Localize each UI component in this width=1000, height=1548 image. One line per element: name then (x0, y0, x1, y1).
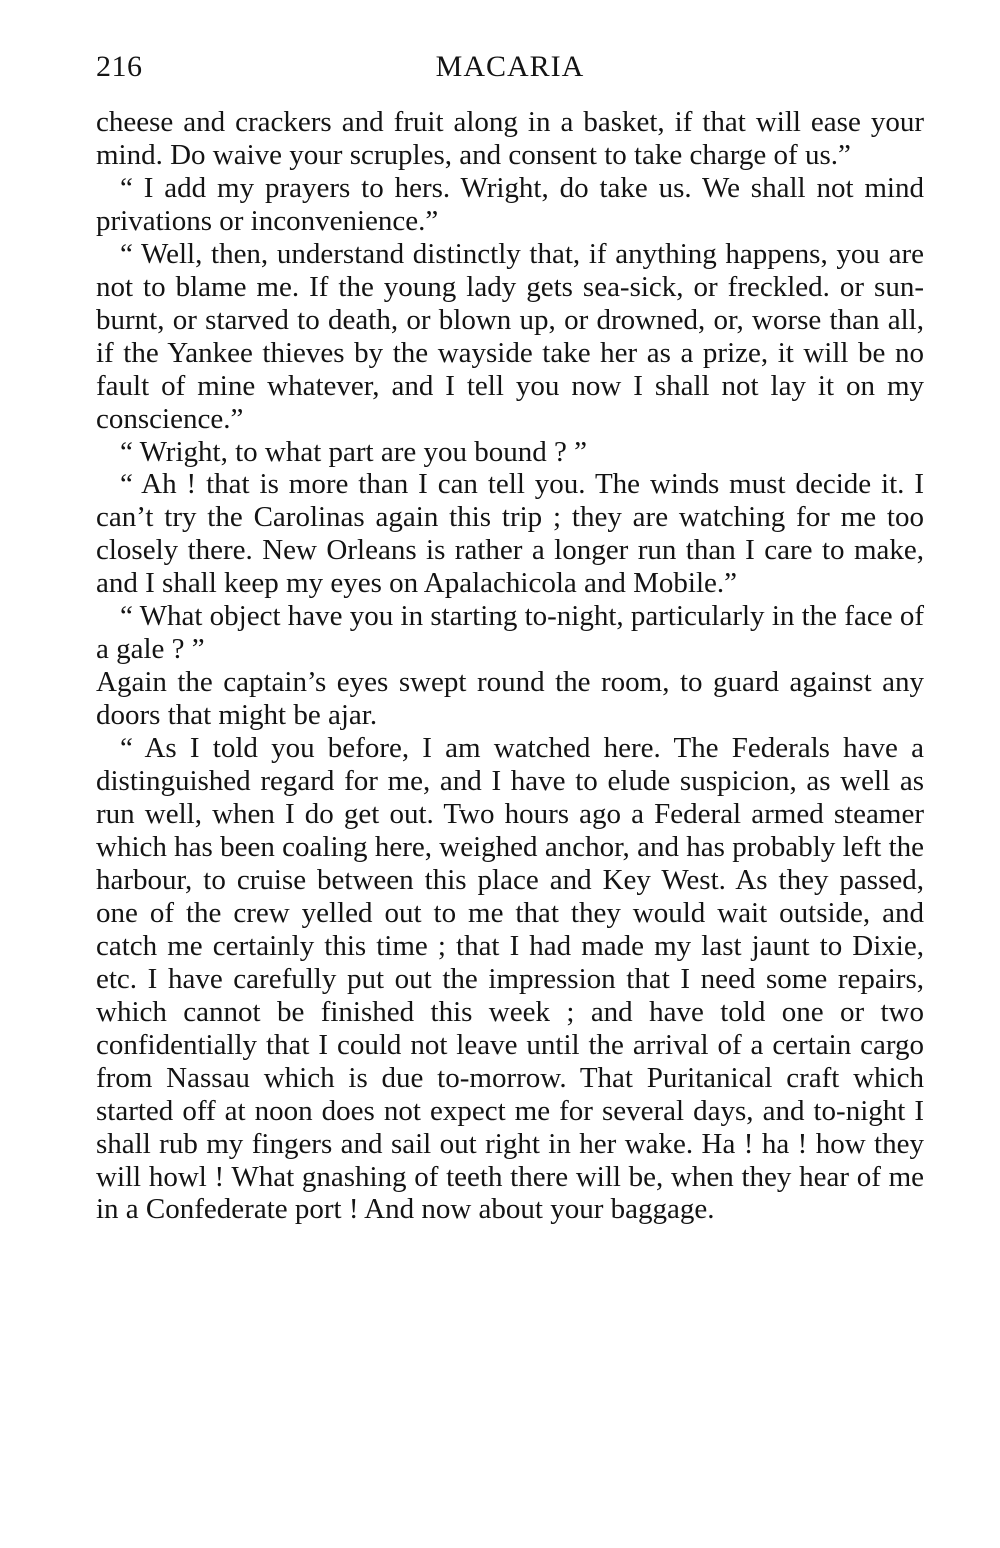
paragraph: “ What object have you in starting to-night, particularly in the face of a gale ? ” (96, 600, 924, 666)
book-page (96, 50, 924, 1226)
paragraph: “ As I told you before, I am watched here. The Federals have a distinguished regard for me, and I have to elude suspicion, as well as run well, when I do get out. Two hours ago a Federal armed steamer which has been coaling here, weighed anchor, and has probably left the harbour, to cruise between this place and Key West. As they passed, one of the crew yelled out to me that they would wait outside, and catch me certainly this time ; that I had made my last jaunt to Dixie, etc. I have carefully put out the impression that I need some repairs, which cannot be finished this week ; and have told one or two confidentially that I could not leave until the arrival of a certain cargo from Nassau which is due to-morrow. That Puritanical craft which started off at noon does not expect me for several days, and to-night I shall rub my fingers and sail out right in her wake. Ha ! ha ! how they will howl ! What gnashing of teeth there will be, when they hear of me in a Confederate port ! And now about your baggage. (96, 732, 924, 1226)
running-head (96, 50, 924, 92)
book-title: MACARIA (435, 50, 585, 83)
paragraph: “ Wright, to what part are you bound ? ” (120, 435, 587, 468)
paragraph: “ Ah ! that is more than I can tell you. The winds must decide it. I can’t try the Carolinas again this trip ; they are watching for me too closely there. New Orleans is rather a longer run than I care to make, and I shall keep my eyes on Apalachicola and Mobile.” (96, 468, 924, 600)
text-body (96, 106, 924, 1226)
paragraph-continuation: cheese and crackers and fruit along in a basket, if that will ease your mind. Do waive your scruples, and consent to take charge of us.” (96, 106, 924, 171)
page-number: 216 (96, 50, 143, 83)
paragraph: “ I add my prayers to hers. Wright, do take us. We shall not mind privations or inconvenience.” (96, 171, 924, 237)
paragraph: “ Well, then, understand distinctly that, if anything happens, you are not to blame me. If the young lady gets sea-sick, or freckled. or sun-burnt, or starved to death, or blown up, or drowned, or, worse than all, if the Yankee thieves by the wayside take her as a prize, it will be no fault of mine whatever, and I tell you now I shall not lay it on my conscience.” (96, 237, 924, 435)
paragraph: Again the captain’s eyes swept round the room, to guard against any doors that might be ajar. (96, 666, 924, 732)
